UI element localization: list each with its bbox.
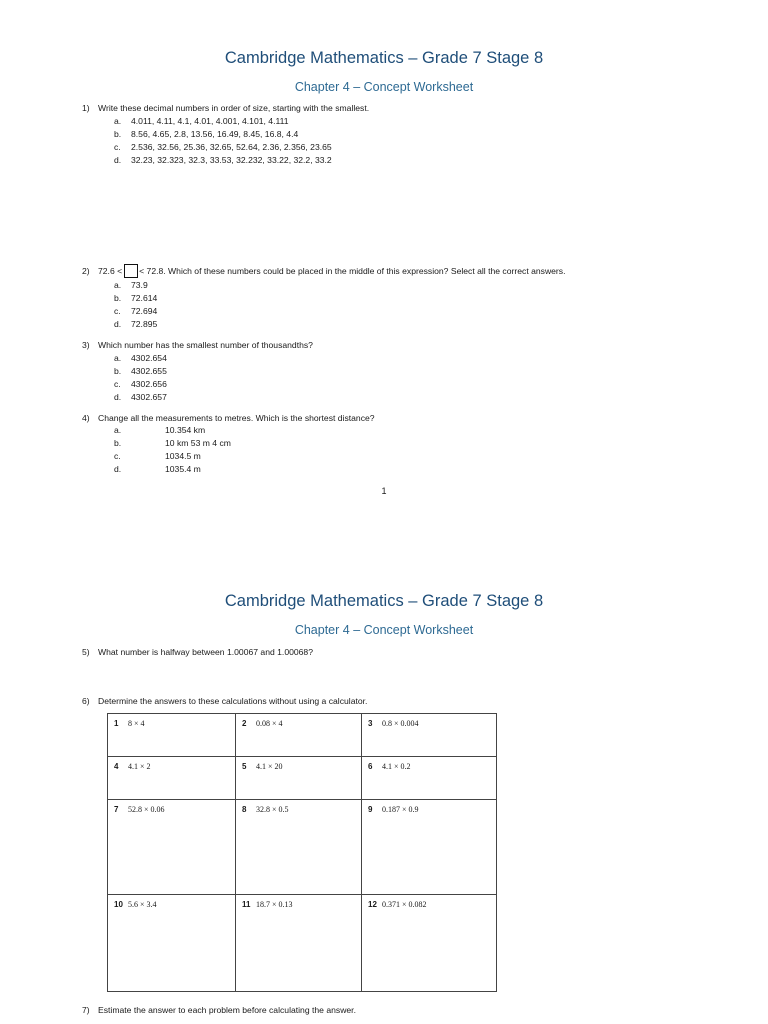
question-2-options	[114, 279, 157, 331]
question-6	[82, 695, 367, 707]
question-4-options	[114, 424, 231, 476]
question-text-before: 72.6 <	[98, 266, 123, 276]
option-text: 4302.656	[131, 379, 167, 389]
calc-cell: 4 4.1 × 2	[108, 757, 236, 800]
option-text: 73.9	[131, 280, 148, 290]
table-row	[108, 714, 497, 757]
table-row	[108, 895, 497, 992]
option-text: 10.354 km	[165, 425, 206, 435]
calc-cell: 1 8 × 4	[108, 714, 236, 757]
option-text: 72.895	[131, 319, 158, 329]
question-4	[82, 412, 375, 424]
calc-cell: 6 4.1 × 0.2	[362, 757, 497, 800]
option-d: d. 72.895	[114, 319, 158, 329]
question-text: What number is halfway between 1.00067 and 1.00068?	[98, 647, 313, 657]
option-text: 72.694	[131, 306, 158, 316]
calc-cell: 11 18.7 × 0.13	[236, 895, 362, 992]
question-3-options	[114, 352, 167, 404]
option-text: 4302.655	[131, 366, 167, 376]
option-text: 4302.657	[131, 392, 167, 402]
page-number: 1	[381, 486, 387, 496]
question-number: 3)	[82, 340, 90, 350]
option-c: c. 4302.656	[114, 379, 167, 389]
option-c: c. 72.694	[114, 306, 158, 316]
calc-cell: 7 52.8 × 0.06	[108, 800, 236, 895]
question-1-options	[114, 115, 332, 167]
question-3	[82, 339, 313, 351]
answer-box-icon	[124, 264, 138, 278]
page-title: Cambridge Mathematics – Grade 7 Stage 8	[224, 592, 544, 610]
calc-cell: 5 4.1 × 20	[236, 757, 362, 800]
option-a: a. 4302.654	[114, 353, 167, 363]
question-5	[82, 646, 313, 658]
option-d: d. 4302.657	[114, 392, 167, 402]
question-text: Which number has the smallest number of thousandths?	[98, 340, 313, 350]
option-text: 10 km 53 m 4 cm	[165, 438, 231, 448]
option-d: d. 1035.4 m	[114, 464, 201, 474]
table-row	[108, 757, 497, 800]
option-b: b. 72.614	[114, 293, 158, 303]
option-c: c. 1034.5 m	[114, 451, 201, 461]
question-text: Change all the measurements to metres. Which is the shortest distance?	[98, 413, 375, 423]
question-text: Estimate the answer to each problem before calculating the answer.	[98, 1005, 356, 1015]
calc-cell: 8 32.8 × 0.5	[236, 800, 362, 895]
calc-cell: 9 0.187 × 0.9	[362, 800, 497, 895]
option-b: b. 10 km 53 m 4 cm	[114, 438, 231, 448]
option-text: 1034.5 m	[165, 451, 201, 461]
table-row	[108, 800, 497, 895]
calculation-table	[107, 713, 497, 992]
option-a: a. 73.9	[114, 280, 148, 290]
question-text-after: < 72.8. Which of these numbers could be placed in the middle of this expression? Select all the correct answers.	[139, 266, 566, 276]
calc-cell: 2 0.08 × 4	[236, 714, 362, 757]
option-text: 72.614	[131, 293, 158, 303]
option-b: b. 8.56, 4.65, 2.8, 13.56, 16.49, 8.45, 16.8, 4.4	[114, 129, 299, 139]
question-text: Determine the answers to these calculations without using a calculator.	[98, 696, 368, 706]
option-text: 1035.4 m	[165, 464, 201, 474]
option-text: 2.536, 32.56, 25.36, 32.65, 52.64, 2.36, 2.356, 23.65	[131, 142, 332, 152]
question-number: 1)	[82, 103, 90, 113]
question-1	[82, 102, 369, 114]
option-text: 4302.654	[131, 353, 167, 363]
question-2	[82, 264, 565, 278]
calc-cell: 3 0.8 × 0.004	[362, 714, 497, 757]
option-a: a. 4.011, 4.11, 4.1, 4.01, 4.001, 4.101, 4.111	[114, 116, 289, 126]
question-number: 6)	[82, 696, 90, 706]
calc-cell: 10 5.6 × 3.4	[108, 895, 236, 992]
option-text: 32.23, 32.323, 32.3, 33.53, 32.232, 33.22, 32.2, 33.2	[131, 155, 332, 165]
calc-cell: 12 0.371 × 0.082	[362, 895, 497, 992]
option-a: a. 10.354 km	[114, 425, 206, 435]
option-b: b. 4302.655	[114, 366, 167, 376]
question-number: 2)	[82, 266, 90, 276]
question-number: 7)	[82, 1005, 90, 1015]
option-d: d. 32.23, 32.323, 32.3, 33.53, 32.232, 33.22, 32.2, 33.2	[114, 155, 332, 165]
page-subtitle: Chapter 4 – Concept Worksheet	[294, 80, 474, 94]
question-7	[82, 1004, 356, 1016]
question-number: 5)	[82, 647, 90, 657]
page-title: Cambridge Mathematics – Grade 7 Stage 8	[224, 49, 544, 67]
option-text: 4.011, 4.11, 4.1, 4.01, 4.001, 4.101, 4.111	[131, 116, 289, 126]
option-text: 8.56, 4.65, 2.8, 13.56, 16.49, 8.45, 16.8, 4.4	[131, 129, 299, 139]
option-c: c. 2.536, 32.56, 25.36, 32.65, 52.64, 2.36, 2.356, 23.65	[114, 142, 332, 152]
question-text: Write these decimal numbers in order of size, starting with the smallest.	[98, 103, 370, 113]
question-number: 4)	[82, 413, 90, 423]
page-subtitle: Chapter 4 – Concept Worksheet	[294, 623, 474, 637]
